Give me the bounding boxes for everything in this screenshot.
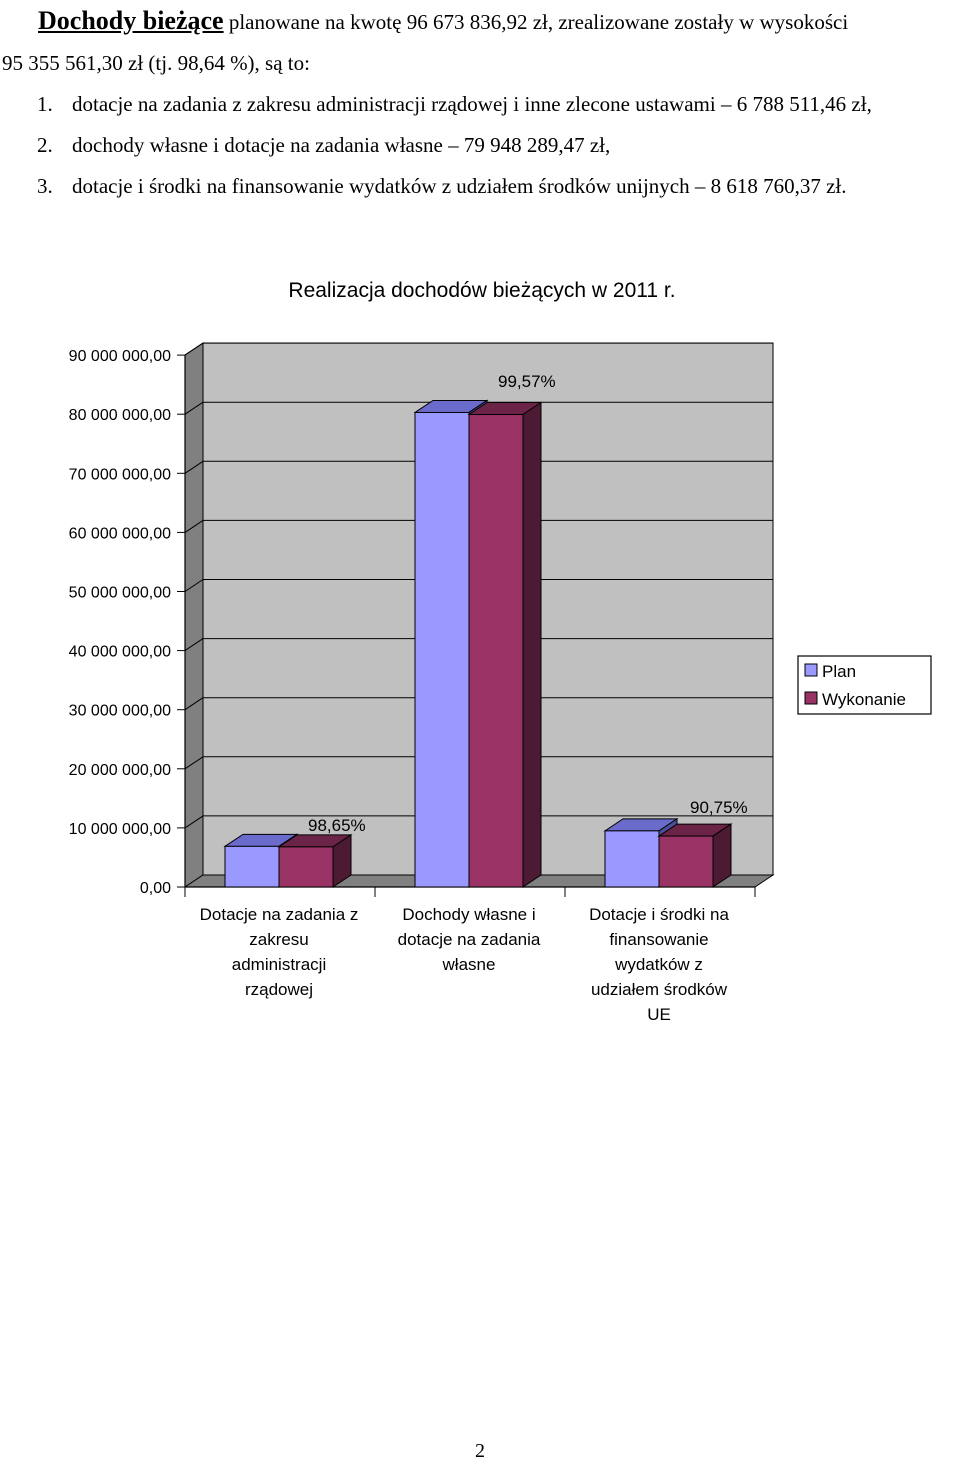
list-item [0, 125, 960, 166]
intro-text-1: planowane na kwotę 96 673 836,92 zł, zrealizowane zostały w wysokości [223, 10, 849, 34]
y-tick-label: 80 000 000,00 [68, 407, 171, 425]
y-tick-label: 10 000 000,00 [68, 820, 171, 838]
data-label: 98,65% [308, 816, 366, 835]
bar-wykonanie [659, 836, 713, 887]
list-item-text: dotacje i środki na finansowanie wydatków z udziałem środków unijnych – 8 618 760,37 zł. [72, 174, 847, 198]
x-category-label: zakresu [249, 930, 309, 949]
legend-swatch-wykonanie [805, 692, 817, 704]
bar-plan [415, 412, 469, 887]
x-category-label: dotacje na zadania [397, 930, 541, 949]
list-item-number: 1. [37, 92, 53, 116]
x-category-label: wydatków z [615, 955, 703, 974]
x-category-label: Dotacje i środki na [589, 905, 729, 924]
y-tick-label: 30 000 000,00 [68, 702, 171, 720]
x-category-label: UE [647, 1005, 671, 1024]
bar-plan [605, 831, 659, 887]
list-item [0, 166, 960, 207]
bar-wykonanie [279, 847, 333, 887]
chart-legend [798, 656, 931, 714]
list-item-number: 3. [37, 174, 53, 198]
y-tick-label: 60 000 000,00 [68, 525, 171, 543]
chart-title: Realizacja dochodów bieżących w 2011 r. [288, 279, 676, 302]
intro-paragraph [0, 0, 960, 207]
legend-label: Plan [822, 662, 857, 681]
plot-side-wall [185, 343, 203, 887]
list-item-text: dochody własne i dotacje na zadania własne – 79 948 289,47 zł, [72, 133, 611, 157]
bar-wykonanie [469, 415, 523, 887]
x-category-label: rządowej [244, 980, 314, 999]
data-label: 90,75% [690, 798, 748, 817]
y-tick-label: 20 000 000,00 [68, 761, 171, 779]
x-category-label: administracji [231, 955, 327, 974]
bar-plan [225, 846, 279, 887]
legend-label: Wykonanie [822, 690, 906, 709]
y-tick-label: 70 000 000,00 [68, 466, 171, 484]
intro-line-1 [0, 0, 960, 43]
list-item-number: 2. [37, 133, 53, 157]
intro-line-2: 95 355 561,30 zł (tj. 98,64 %), są to: [2, 51, 310, 75]
list-item [0, 84, 960, 125]
data-label: 99,57% [498, 372, 556, 391]
section-title: Dochody bieżące [38, 6, 224, 35]
bar-side [523, 403, 541, 887]
x-category-label: Dotacje na zadania z [199, 905, 359, 924]
y-tick-label: 50 000 000,00 [68, 584, 171, 602]
x-category-label: własne [442, 955, 496, 974]
income-list [0, 84, 960, 207]
y-tick-label: 40 000 000,00 [68, 643, 171, 661]
page-number: 2 [475, 1440, 485, 1462]
x-category-label: udziałem środków [590, 980, 728, 999]
x-category-label: finansowanie [609, 930, 709, 949]
x-category-label: Dochody własne i [402, 905, 536, 924]
legend-swatch-plan [805, 664, 817, 676]
y-tick-label: 0,00 [139, 880, 171, 897]
list-item-text: dotacje na zadania z zakresu administracji rządowej i inne zlecone ustawami – 6 788 511,46 zł, [72, 92, 872, 116]
y-tick-label: 90 000 000,00 [68, 348, 171, 366]
income-chart [0, 260, 960, 1040]
